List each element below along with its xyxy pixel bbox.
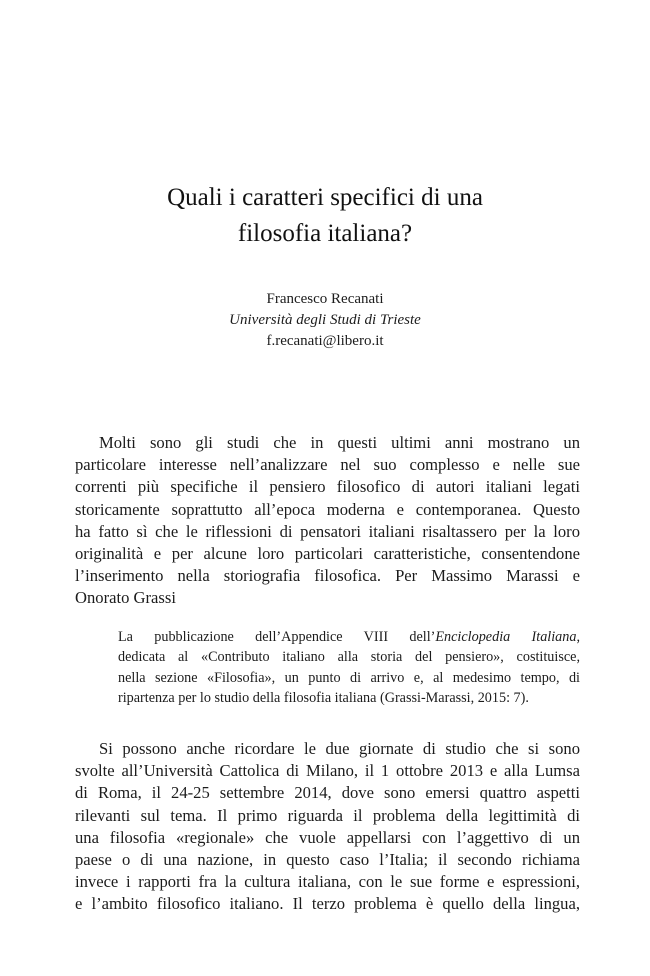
article-title [90,180,560,252]
quote-line [118,627,580,647]
title-line: Quali i caratteri specifici di una [167,184,483,211]
author-affiliation: Università degli Studi di Trieste [229,312,421,328]
quote-italic-title: Enciclopedia Italiana [435,629,577,645]
text-line: Si possono anche ricordare le due giornate di studio che si sono [99,739,580,758]
text-line: rilevanti sul tema. Il primo riguarda il problema della legittimità di [75,805,580,825]
text-line: Onorato Grassi [75,588,176,608]
author-name: Francesco Recanati [266,291,384,307]
quote-line: dedicata al «Contributo italiano alla storia del pensiero», costituisce, [118,649,580,666]
text-line: originalità e per alcune loro particolari caratteristiche, consentendone [75,544,580,564]
quote-line: ripartenza per lo studio della filosofia italiana (Grassi-Marassi, 2015: 7). [118,689,529,706]
text-line: paese o di una nazione, in questo caso l’Italia; il secondo richiama [75,850,580,870]
block-quote [118,627,580,708]
quote-text: La pubblicazione dell’Appendice VIII dell’ [118,629,436,645]
text-line: e l’ambito filosofico italiano. Il terzo problema è quello della lingua, [75,894,580,914]
text-line: di Roma, il 24-25 settembre 2014, dove sono emersi quattro aspetti [75,783,580,803]
paragraph-continuation [75,738,580,916]
text-line: ha fatto sì che le riflessioni di pensatori italiani risaltassero per la loro [75,521,580,541]
title-line: filosofia italiana? [237,220,413,247]
text-line: invece i rapporti fra la cultura italiana, con le sue forme e espressioni, [75,872,580,892]
quote-line: nella sezione «Filosofia», un punto di arrivo e, al medesimo tempo, di [118,669,580,686]
text-line: particolare interesse nell’analizzare nel suo complesso e nelle sue [75,455,580,475]
text-line: storicamente soprattutto all’epoca moderna e contemporanea. Questo [75,499,580,519]
byline [90,289,560,352]
text-line: una filosofia «regionale» che vuole appellarsi con l’aggettivo di un [75,827,580,847]
quote-text: , [576,629,581,645]
paragraph-intro [75,432,580,610]
text-line: Molti sono gli studi che in questi ultimi anni mostrano un [99,433,580,452]
text-line: l’inserimento nella storiografia filosofica. Per Massimo Marassi e [75,566,580,586]
text-line: svolte all’Università Cattolica di Milano, il 1 ottobre 2013 e alla Lumsa [75,761,580,781]
author-email[interactable]: f.recanati@libero.it [266,333,384,349]
text-line: correnti più specifiche il pensiero filosofico di autori italiani legati [75,477,580,497]
